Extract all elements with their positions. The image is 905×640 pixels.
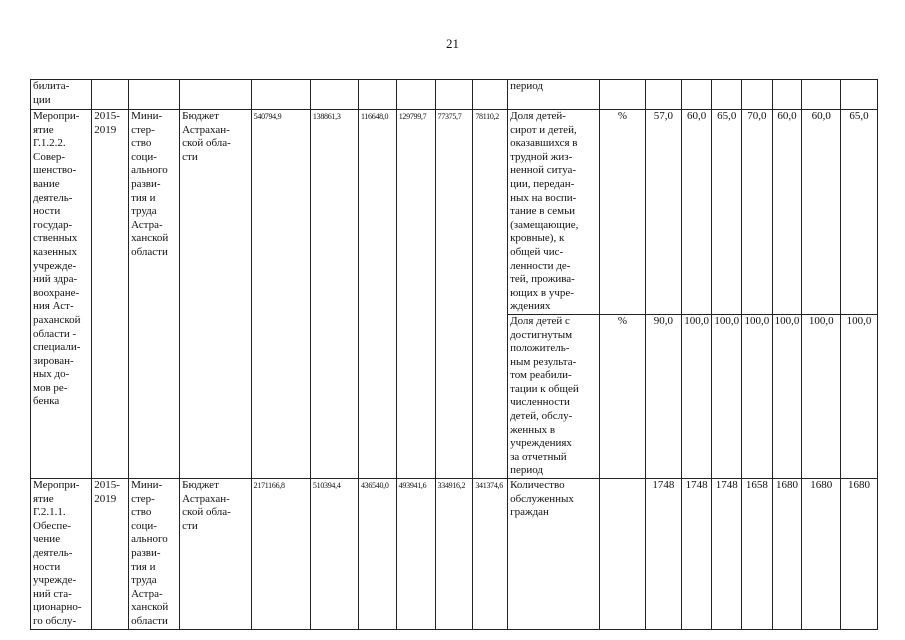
value-cell: 1748 <box>646 479 682 630</box>
amount-total: 2171166,8 <box>251 479 310 630</box>
value-cell: 100,0 <box>841 314 878 478</box>
unit-cell: % <box>600 110 646 315</box>
funding-source-text: Бюджет Астрахан- ской обла- сти <box>182 110 231 163</box>
executor-text: Мини- стер- ство соци- ального разви- тия и труда Астра- ханской области <box>131 110 169 258</box>
amount-2019: 341374,6 <box>473 479 508 630</box>
activity-text: Меропри- ятие Г.2.1.1. Обеспе- чение деятель- ности учрежде- ний ста- ционарно- го обслу- <box>33 479 82 627</box>
period-cell <box>92 110 129 479</box>
unit-cell <box>600 479 646 630</box>
indicator-text: Доля детей с достигнутым положитель- ным результа- том реабили- тации к общей численности детей, обслу- женных в учреждениях за отчетный период <box>510 314 579 477</box>
value-cell: 65,0 <box>712 110 742 315</box>
executor-text: Мини- стер- ство соци- ального разви- тия и труда Астра- ханской области <box>131 479 169 627</box>
amount-2018: 334916,2 <box>435 479 473 630</box>
activity-text: билита- ции <box>33 80 70 106</box>
activity-cell <box>31 80 92 110</box>
amount-2018: 77375,7 <box>435 110 473 479</box>
value-cell: 100,0 <box>742 314 773 478</box>
funding-source-cell <box>180 479 252 630</box>
value-cell: 1658 <box>742 479 773 630</box>
value-cell: 1680 <box>802 479 841 630</box>
value-cell: 60,0 <box>681 110 712 315</box>
program-activities-table <box>30 79 878 630</box>
amount-2015: 510394,4 <box>310 479 358 630</box>
value-cell: 1748 <box>712 479 742 630</box>
amount-2017: 129799,7 <box>396 110 435 479</box>
indicator-text: Доля детей- сирот и детей, оказавшихся в трудной жиз- ненной ситуа- ции, передан- ных на воспи- тание в семьи (замещающие, кровные), к общей чис- ленности де- тей, прожива- ющих в учре- ждениях <box>510 110 579 313</box>
indicator-text: Количество обслуженных граждан <box>510 479 574 519</box>
indicator-cell <box>508 110 600 315</box>
value-cell: 60,0 <box>802 110 841 315</box>
activity-cell <box>31 479 92 630</box>
unit-cell: % <box>600 314 646 478</box>
table-row <box>31 479 878 630</box>
amount-2017: 493941,6 <box>396 479 435 630</box>
value-cell: 1748 <box>681 479 712 630</box>
value-cell: 65,0 <box>841 110 878 315</box>
value-cell: 57,0 <box>646 110 682 315</box>
indicator-cell <box>508 479 600 630</box>
table-row <box>31 110 878 315</box>
value-cell: 70,0 <box>742 110 773 315</box>
value-cell: 90,0 <box>646 314 682 478</box>
funding-source-cell <box>180 110 252 479</box>
period-text: 2015- 2019 <box>94 110 120 136</box>
amount-2015: 138861,3 <box>310 110 358 479</box>
executor-cell <box>129 110 180 479</box>
funding-source-text: Бюджет Астрахан- ской обла- сти <box>182 479 231 532</box>
period-text: 2015- 2019 <box>94 479 120 505</box>
amount-2016: 436540,0 <box>358 479 396 630</box>
value-cell: 100,0 <box>802 314 841 478</box>
indicator-text: период <box>510 80 544 92</box>
activity-cell <box>31 110 92 479</box>
amount-2019: 78110,2 <box>473 110 508 479</box>
value-cell: 100,0 <box>712 314 742 478</box>
amount-total: 540794,9 <box>251 110 310 479</box>
value-cell: 1680 <box>841 479 878 630</box>
period-cell <box>92 479 129 630</box>
value-cell: 100,0 <box>772 314 802 478</box>
value-cell: 1680 <box>772 479 802 630</box>
value-cell: 100,0 <box>681 314 712 478</box>
executor-cell <box>129 479 180 630</box>
value-cell: 60,0 <box>772 110 802 315</box>
activity-text: Меропри- ятие Г.1.2.2. Совер- шенство- вание деятель- ности государ- ственных казенных учрежде- ний здра- воохране- ния Аст- раханской области - специали- зирован- ных до- мов ре- бенка <box>33 110 81 408</box>
indicator-cell <box>508 80 600 110</box>
indicator-cell <box>508 314 600 478</box>
table-row-continuation <box>31 80 878 110</box>
amount-2016: 116648,0 <box>358 110 396 479</box>
page-number: 21 <box>446 36 459 51</box>
